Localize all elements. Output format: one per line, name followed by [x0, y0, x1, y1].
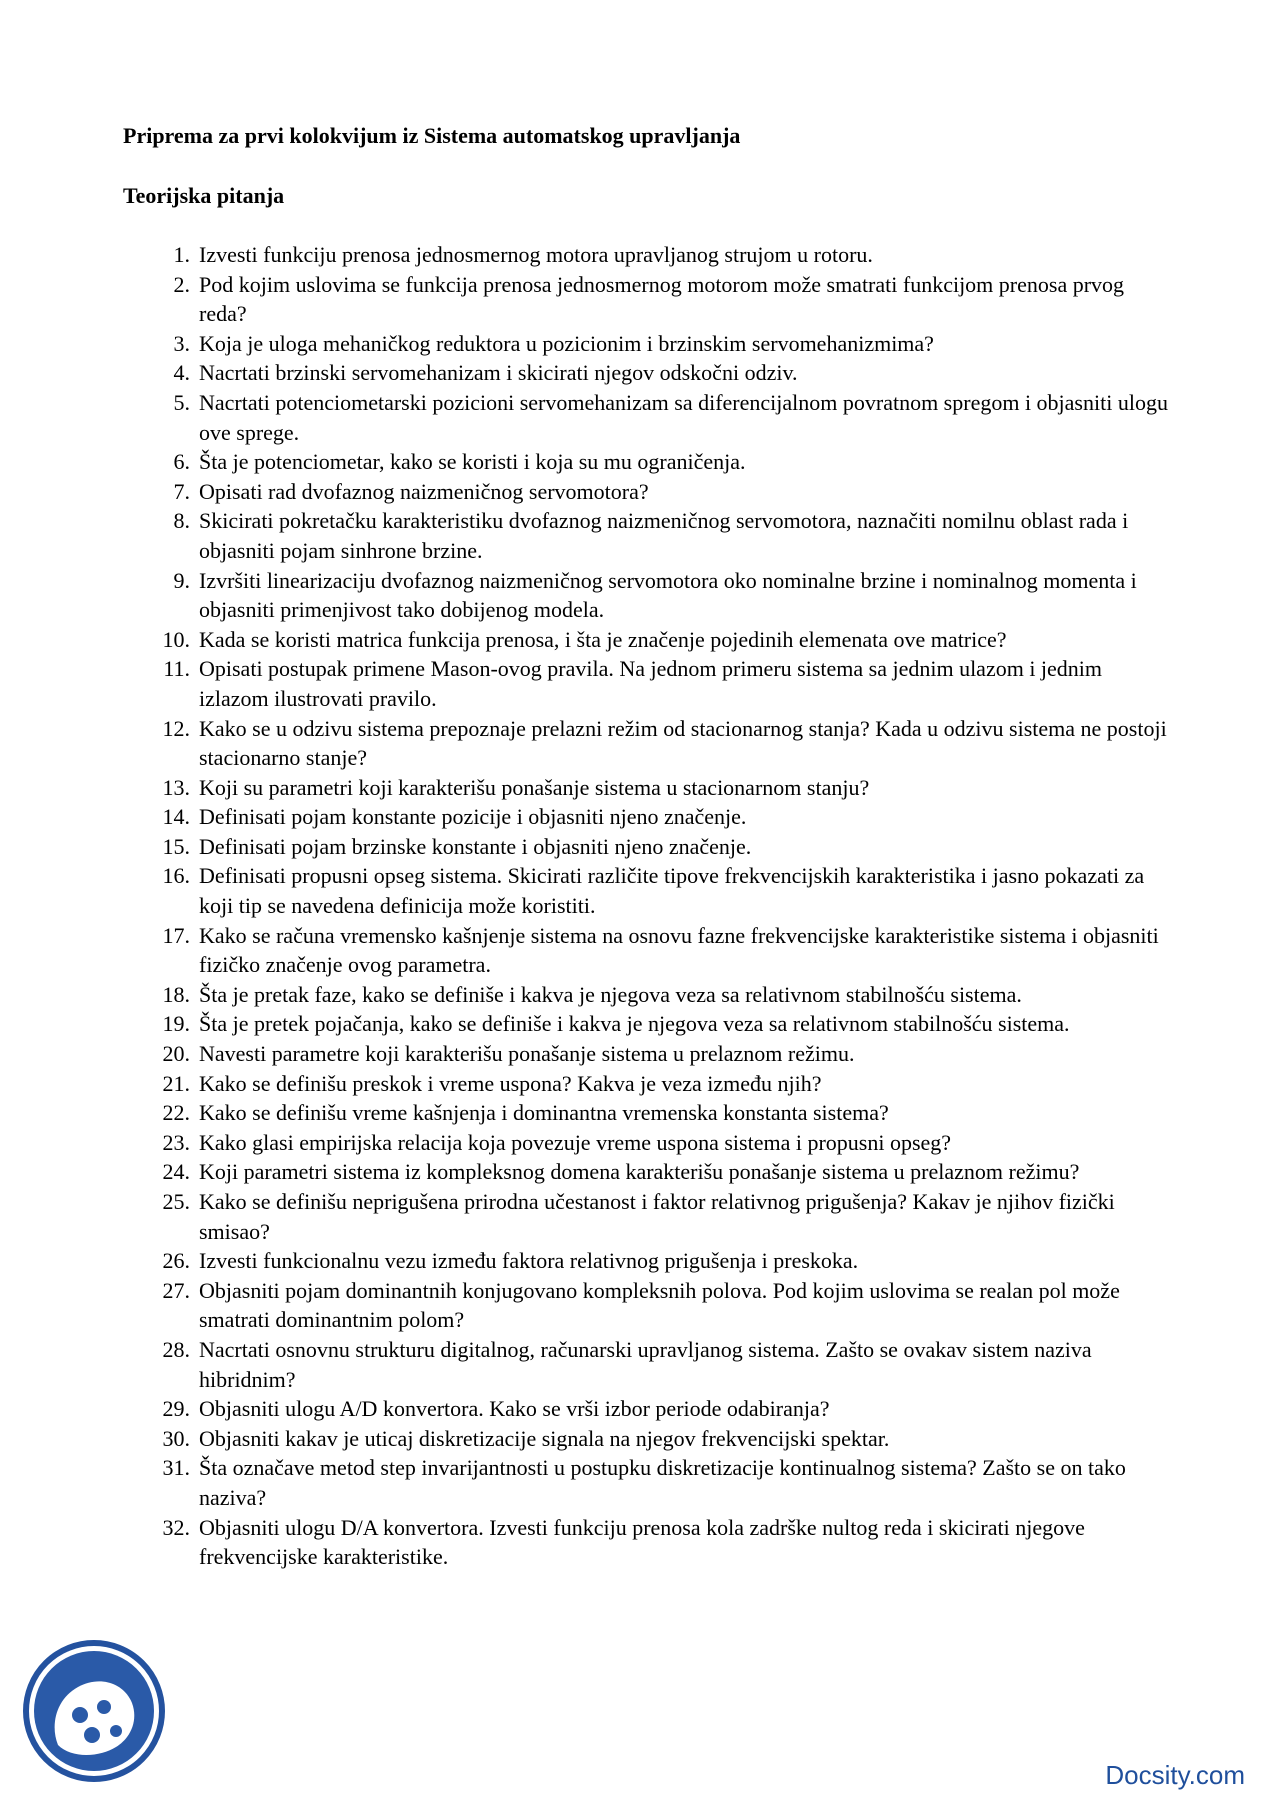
question-item — [0, 773, 1280, 803]
question-item — [0, 447, 1280, 477]
question-number: 24. — [162, 1159, 190, 1185]
question-item — [0, 1039, 1280, 1069]
question-number: 7. — [173, 478, 190, 504]
question-text: Definisati propusni opseg sistema. Skicirati različite tipove frekvencijskih karakteristika i jasno pokazati za koji tip se navedena definicija može koristiti. — [199, 863, 1145, 919]
question-number: 13. — [162, 774, 190, 800]
question-number: 16. — [162, 863, 190, 889]
question-item — [0, 240, 1280, 270]
question-number: 8. — [173, 508, 190, 534]
question-text: Izvesti funkcionalnu vezu između faktora relativnog prigušenja i preskoka. — [199, 1248, 859, 1274]
question-text: Pod kojim uslovima se funkcija prenosa jednosmernog motorom može smatrati funkcijom prenosa prvog reda? — [199, 271, 1125, 327]
question-item — [0, 477, 1280, 507]
question-text: Kako se definišu preskok i vreme uspona? Kakva je veza između njih? — [199, 1070, 822, 1096]
question-number: 11. — [163, 656, 190, 682]
question-item — [0, 1128, 1280, 1158]
question-text: Skicirati pokretačku karakteristiku dvofaznog naizmeničnog servomotora, naznačiti nomilnu oblast rada i objasniti pojam sinhrone brzine. — [199, 508, 1129, 563]
question-item — [0, 1513, 1280, 1572]
question-text: Izvršiti linearizaciju dvofaznog naizmeničnog servomotora oko nominalne brzine i nominalnog momenta i objasniti primenjivost tako dobijenog modela. — [199, 567, 1137, 623]
question-item — [0, 1335, 1280, 1394]
question-number: 10. — [162, 626, 190, 652]
question-text: Koja je uloga mehaničkog reduktora u pozicionim i brzinskim servomehanizmima? — [199, 330, 934, 356]
question-item — [0, 270, 1280, 329]
question-text: Šta je pretak faze, kako se definiše i kakva je njegova veza sa relativnom stabilnošću sistema. — [199, 981, 1022, 1007]
question-text: Kako se računa vremensko kašnjenje sistema na osnovu fazne frekvencijske karakteristike sistema i objasniti fizičko značenje ovog parametra. — [199, 922, 1159, 978]
question-item — [0, 714, 1280, 773]
question-text: Objasniti pojam dominantnih konjugovano kompleksnih polova. Pod kojim uslovima se realan pol može smatrati dominantnim polom? — [199, 1277, 1120, 1333]
question-text: Nacrtati osnovnu strukturu digitalnog, računarski upravljanog sistema. Zašto se ovakav sistem naziva hibridnim? — [199, 1336, 1092, 1392]
question-text: Šta označave metod step invarijantnosti u postupku diskretizacije kontinualnog sistema? Zašto se on tako naziva? — [199, 1455, 1126, 1510]
question-text: Kada se koristi matrica funkcija prenosa, i šta je značenje pojedinih elemenata ove matrice? — [199, 626, 1007, 652]
question-number: 22. — [162, 1100, 190, 1126]
question-item — [0, 1453, 1280, 1512]
question-number: 14. — [162, 804, 190, 830]
docsity-logo-icon[interactable] — [20, 1637, 168, 1785]
question-text: Nacrtati potenciometarski pozicioni servomehanizam sa diferencijalnom povratnom spregom i objasniti ulogu ove sprege. — [199, 389, 1168, 445]
question-text: Opisati postupak primene Mason-ovog pravila. Na jednom primeru sistema sa jednim ulazom i jednim izlazom ilustrovati pravilo. — [199, 656, 1103, 711]
question-number: 31. — [162, 1455, 190, 1481]
question-item — [0, 654, 1280, 713]
question-item — [0, 1069, 1280, 1099]
question-item — [0, 1424, 1280, 1454]
question-text: Kako se definišu neprigušena prirodna učestanost i faktor relativnog prigušenja? Kakav je njihov fizički smisao? — [199, 1189, 1115, 1244]
question-number: 23. — [162, 1129, 190, 1155]
question-number: 17. — [162, 922, 190, 948]
question-text: Objasniti kakav je uticaj diskretizacije signala na njegov frekvencijski spektar. — [199, 1425, 890, 1451]
question-item — [0, 1009, 1280, 1039]
question-item — [0, 625, 1280, 655]
question-item — [0, 861, 1280, 920]
question-text: Šta je pretek pojačanja, kako se definiše i kakva je njegova veza sa relativnom stabilnošću sistema. — [199, 1011, 1070, 1037]
question-item — [0, 1098, 1280, 1128]
question-text: Koji su parametri koji karakterišu ponašanje sistema u stacionarnom stanju? — [199, 774, 870, 800]
question-item — [0, 980, 1280, 1010]
question-number: 5. — [173, 389, 190, 415]
question-item — [0, 358, 1280, 388]
question-number: 4. — [173, 360, 190, 386]
question-text: Izvesti funkciju prenosa jednosmernog motora upravljanog strujom u rotoru. — [199, 242, 873, 267]
question-text: Opisati rad dvofaznog naizmeničnog servomotora? — [199, 478, 649, 504]
question-number: 3. — [173, 330, 190, 356]
docsity-brand-link[interactable]: Docsity.com — [1105, 1760, 1245, 1790]
question-number: 2. — [173, 271, 190, 297]
question-text: Objasniti ulogu D/A konvertora. Izvesti funkciju prenosa kola zadrške nultog reda i skicirati njegove frekvencijske karakteristike. — [199, 1514, 1085, 1570]
question-text: Kako se u odzivu sistema prepoznaje prelazni režim od stacionarnog stanja? Kada u odzivu sistema ne postoji stacionarno stanje? — [199, 715, 1167, 771]
question-text: Navesti parametre koji karakterišu ponašanje sistema u prelaznom režimu. — [199, 1041, 855, 1067]
question-text: Nacrtati brzinski servomehanizam i skicirati njegov odskočni odziv. — [199, 360, 798, 386]
question-item — [0, 1394, 1280, 1424]
question-item — [0, 329, 1280, 359]
question-item — [0, 566, 1280, 625]
question-number: 19. — [162, 1011, 190, 1037]
question-item — [0, 1276, 1280, 1335]
question-item — [0, 1157, 1280, 1187]
question-item — [0, 388, 1280, 447]
question-number: 27. — [162, 1277, 190, 1303]
section-title: Teorijska pitanja — [123, 183, 285, 208]
question-text: Kako glasi empirijska relacija koja povezuje vreme uspona sistema i propusni opseg? — [199, 1129, 952, 1155]
question-item — [0, 832, 1280, 862]
question-text: Definisati pojam brzinske konstante i objasniti njeno značenje. — [199, 833, 752, 859]
question-number: 1. — [173, 242, 190, 267]
question-number: 30. — [162, 1425, 190, 1451]
question-number: 20. — [162, 1041, 190, 1067]
question-number: 21. — [162, 1070, 190, 1096]
question-text: Šta je potenciometar, kako se koristi i koja su mu ograničenja. — [199, 449, 746, 475]
question-item — [0, 921, 1280, 980]
question-number: 12. — [162, 715, 190, 741]
question-number: 15. — [162, 833, 190, 859]
question-text: Definisati pojam konstante pozicije i objasniti njeno značenje. — [199, 804, 747, 830]
question-number: 26. — [162, 1248, 190, 1274]
question-number: 32. — [162, 1514, 190, 1540]
question-number: 6. — [173, 449, 190, 475]
question-text: Objasniti ulogu A/D konvertora. Kako se vrši izbor periode odabiranja? — [199, 1396, 830, 1422]
question-number: 9. — [173, 567, 190, 593]
question-item — [0, 1246, 1280, 1276]
question-number: 18. — [162, 981, 190, 1007]
question-number: 25. — [162, 1189, 190, 1214]
question-text: Kako se definišu vreme kašnjenja i dominantna vremenska konstanta sistema? — [199, 1100, 889, 1126]
question-text: Koji parametri sistema iz kompleksnog domena karakterišu ponašanje sistema u prelaznom režimu? — [199, 1159, 1080, 1185]
question-item — [0, 1187, 1280, 1246]
question-number: 28. — [162, 1336, 190, 1362]
question-item — [0, 802, 1280, 832]
page-title: Priprema za prvi kolokvijum iz Sistema automatskog upravljanja — [123, 123, 741, 148]
question-number: 29. — [162, 1396, 190, 1422]
question-item — [0, 506, 1280, 565]
question-list — [0, 240, 1280, 1572]
